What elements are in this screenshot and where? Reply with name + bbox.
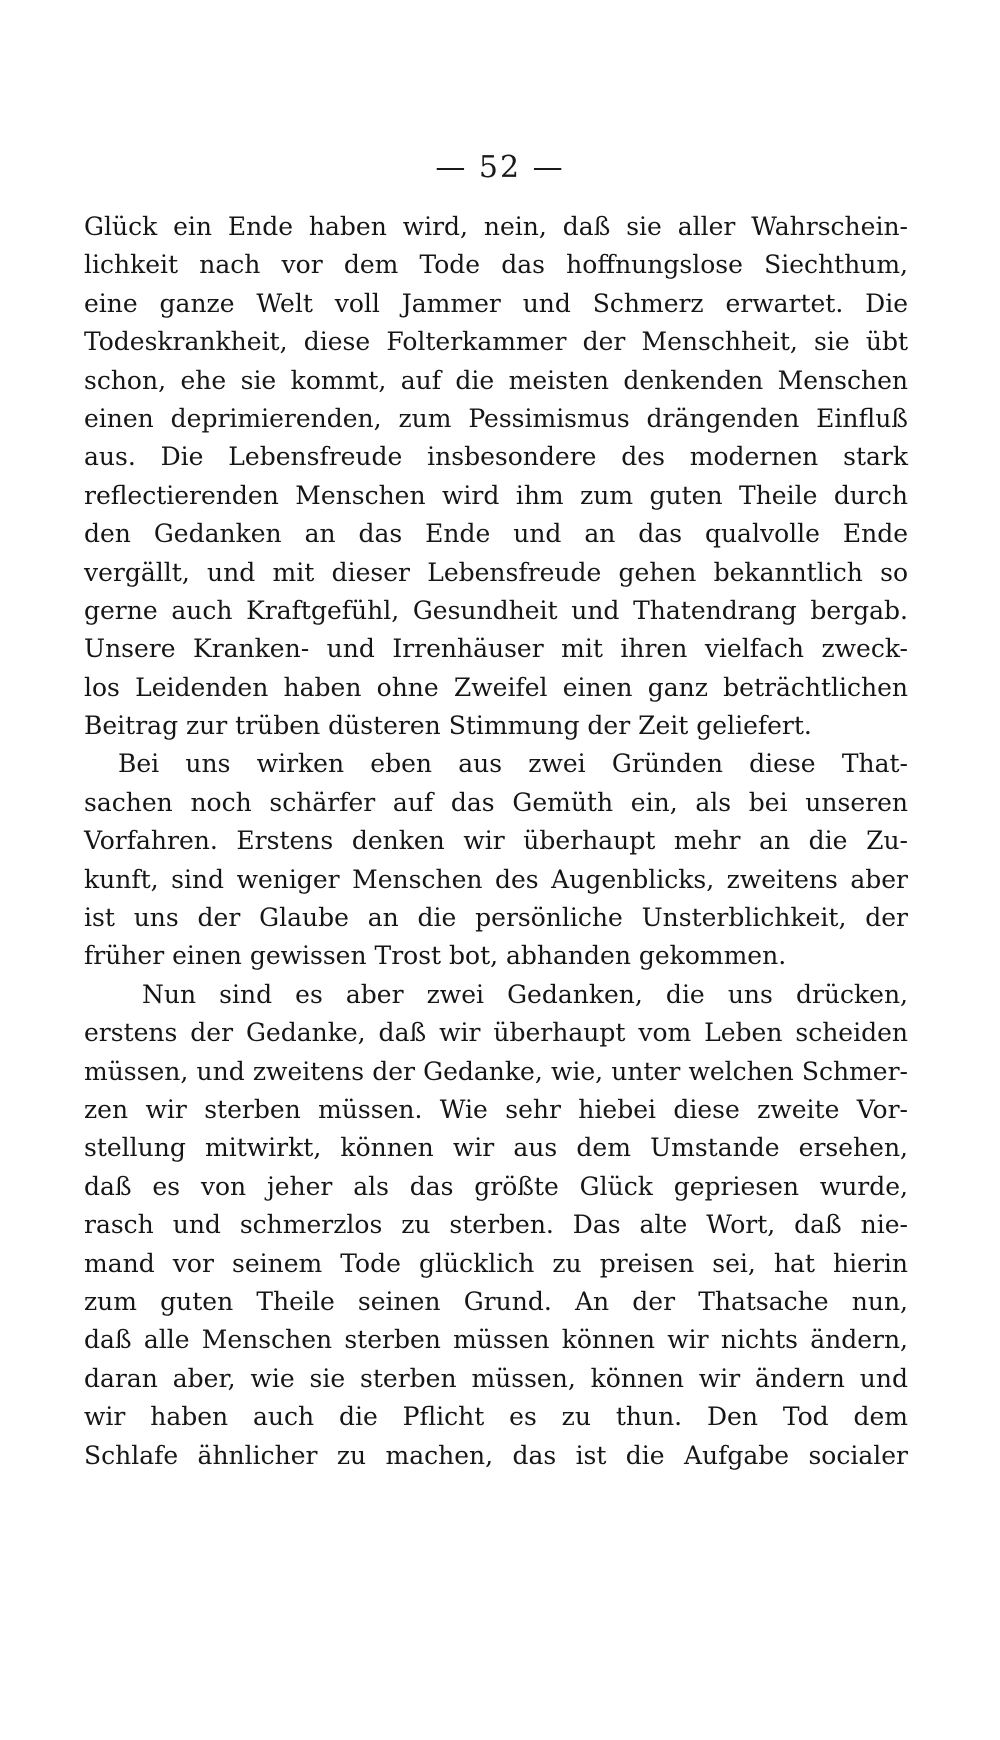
body-text bbox=[84, 208, 908, 1475]
text-line: erstens der Gedanke, daß wir überhaupt vom Leben scheiden bbox=[84, 1018, 908, 1048]
text-line: rasch und schmerzlos zu sterben. Das alte Wort, daß nie- bbox=[84, 1210, 908, 1240]
text-line: Vorfahren. Erstens denken wir überhaupt mehr an die Zu- bbox=[84, 826, 908, 856]
text-line: zum guten Theile seinen Grund. An der Thatsache nun, bbox=[84, 1286, 908, 1316]
text-line: daß es von jeher als das größte Glück gepriesen wurde, bbox=[84, 1171, 908, 1201]
text-line: Bei uns wirken eben aus zwei Gründen diese That- bbox=[118, 749, 908, 779]
text-line: vergällt, und mit dieser Lebensfreude gehen bekanntlich so bbox=[84, 557, 908, 587]
text-line: einen deprimierenden, zum Pessimismus drängenden Einfluß bbox=[84, 403, 908, 433]
text-line: zen wir sterben müssen. Wie sehr hiebei diese zweite Vor- bbox=[84, 1094, 908, 1124]
text-line: reflectierenden Menschen wird ihm zum guten Theile durch bbox=[84, 480, 908, 510]
text-line: gerne auch Kraftgefühl, Gesundheit und Thatendrang bergab. bbox=[84, 595, 908, 625]
text-line: los Leidenden haben ohne Zweifel einen ganz beträchtlichen bbox=[84, 672, 908, 702]
text-line: ist uns der Glaube an die persönliche Unsterblichkeit, der bbox=[84, 903, 908, 933]
text-line: Nun sind es aber zwei Gedanken, die uns drücken, bbox=[142, 979, 908, 1009]
text-line: kunft, sind weniger Menschen des Augenblicks, zweitens aber bbox=[84, 864, 908, 894]
page-number: — 52 — bbox=[435, 150, 565, 185]
text-line: stellung mitwirkt, können wir aus dem Umstande ersehen, bbox=[84, 1133, 908, 1163]
text-line: eine ganze Welt voll Jammer und Schmerz erwartet. Die bbox=[84, 288, 908, 318]
text-line: daran aber, wie sie sterben müssen, können wir ändern und bbox=[84, 1363, 908, 1393]
text-line: früher einen gewissen Trost bot, abhanden gekommen. bbox=[84, 941, 787, 971]
text-line: Beitrag zur trüben düsteren Stimmung der Zeit geliefert. bbox=[84, 711, 812, 741]
text-line: Glück ein Ende haben wird, nein, daß sie aller Wahrschein- bbox=[84, 212, 908, 241]
text-line: Schlafe ähnlicher zu machen, das ist die Aufgabe socialer bbox=[84, 1440, 908, 1470]
text-line: lichkeit nach vor dem Tode das hoffnungslose Siechthum, bbox=[84, 250, 908, 280]
text-line: daß alle Menschen sterben müssen können wir nichts ändern, bbox=[84, 1325, 908, 1355]
text-line: schon, ehe sie kommt, auf die meisten denkenden Menschen bbox=[84, 365, 908, 395]
text-line: den Gedanken an das Ende und an das qualvolle Ende bbox=[84, 519, 908, 549]
text-line: müssen, und zweitens der Gedanke, wie, unter welchen Schmer- bbox=[84, 1056, 908, 1086]
text-line: mand vor seinem Tode glücklich zu preisen sei, hat hierin bbox=[84, 1248, 908, 1278]
text-line: Unsere Kranken- und Irrenhäuser mit ihren vielfach zweck- bbox=[84, 634, 908, 664]
text-line: aus. Die Lebensfreude insbesondere des modernen stark bbox=[84, 442, 908, 472]
text-line: Todeskrankheit, diese Folterkammer der Menschheit, sie übt bbox=[84, 327, 908, 357]
text-line: wir haben auch die Pflicht es zu thun. Den Tod dem bbox=[84, 1402, 908, 1432]
text-line: sachen noch schärfer auf das Gemüth ein, als bei unseren bbox=[84, 787, 908, 817]
